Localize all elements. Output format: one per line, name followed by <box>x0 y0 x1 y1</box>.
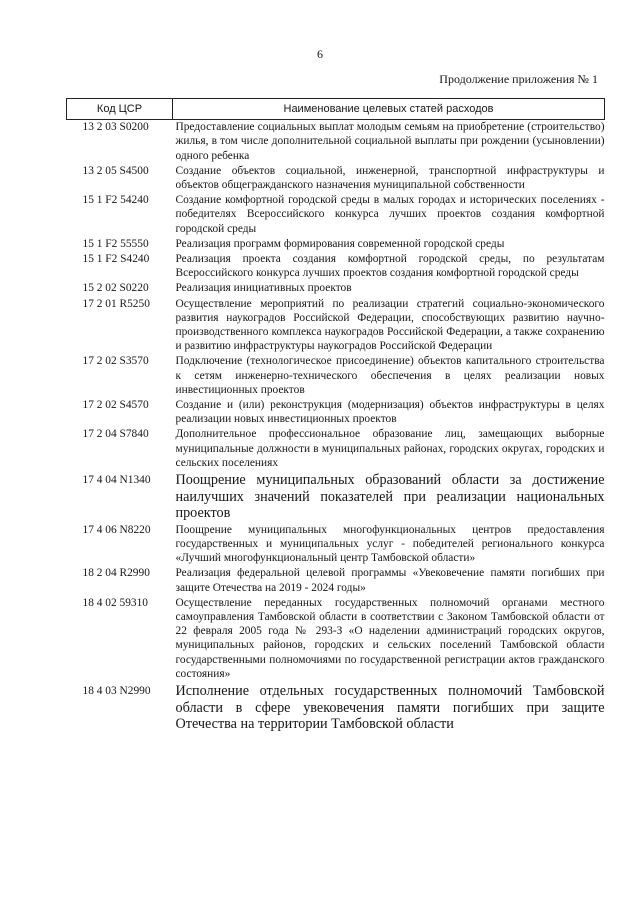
row-code: 17 4 04 N1340 <box>82 474 151 487</box>
page-number: 6 <box>317 47 323 61</box>
row-code: 17 2 02 S3570 <box>82 355 149 368</box>
table-row <box>67 297 605 355</box>
row-name: Создание объектов социальной, инженерной, транспортной инфраструктуры и объектов общегражданского назначения муниципальной собственности <box>175 164 605 192</box>
row-code: 17 2 01 R5250 <box>82 297 150 310</box>
row-name: Поощрение муниципальных многофункциональных центров предоставления государственных и муниципальных услуг - победителей регионального конкурса «Лучший многофункциональный центр Тамбовской области» <box>175 523 605 565</box>
table-row <box>67 523 605 567</box>
header-code: Код ЦСР <box>67 99 173 120</box>
table-row <box>67 120 605 164</box>
row-code: 17 4 06 N8220 <box>82 523 151 536</box>
row-code: 18 4 02 59310 <box>82 596 148 609</box>
table-row <box>67 398 605 427</box>
row-code: 13 2 05 S4500 <box>82 164 149 177</box>
row-code: 15 1 F2 54240 <box>82 194 149 207</box>
row-name: Осуществление переданных государственных полномочий органами местного самоуправления Тамбовской области в соответствии с Законом Тамбовской области от 22 февраля 2005 года № 293-З «О наделении администраций городских округов, муниципальных районов, городских и сельских поселений Тамбовской области государственными полномочиями по государственной регистрации актов гражданского состояния» <box>175 596 605 680</box>
expense-codes-table <box>66 98 605 734</box>
table-row <box>67 281 605 296</box>
table-body <box>67 120 605 734</box>
row-code: 15 2 02 S0220 <box>82 282 149 295</box>
row-name: Предоставление социальных выплат молодым семьям на приобретение (строительство) жилья, в том числе дополнительной социальной выплаты при рождении (усыновлении) одного ребенка <box>175 121 605 162</box>
table-row <box>67 252 605 281</box>
row-code: 17 2 04 S7840 <box>82 428 149 441</box>
row-code: 17 2 02 S4570 <box>82 399 149 412</box>
row-name: Осуществление мероприятий по реализации стратегий социально-экономического развития наукоградов Российской Федерации, способствующих развитию научно-производственного комплекса наукоградов Российской Федерации, а также сохранению и развитию инфраструктуры наукоградов Российской Федерации <box>175 297 605 353</box>
row-code: 18 4 03 N2990 <box>82 685 151 698</box>
header-name: Наименование целевых статей расходов <box>173 99 605 120</box>
table-row <box>67 596 605 682</box>
row-code: 18 2 04 R2990 <box>82 567 150 580</box>
row-name: Реализация федеральной целевой программы «Увековечение памяти погибших при защите Отечества на 2019 - 2024 годы» <box>175 567 605 594</box>
table-row <box>67 193 605 237</box>
row-name: Исполнение отдельных государственных полномочий Тамбовской области в сфере увековечения памяти погибших при защите Отечества на территории Тамбовской области <box>175 683 605 733</box>
table-row <box>67 427 605 471</box>
row-name: Реализация проекта создания комфортной городской среды, по результатам Всероссийского конкурса лучших проектов создания комфортной городской среды <box>175 253 605 280</box>
row-name: Поощрение муниципальных образований области за достижение наилучших значений показателей при реализации национальных проектов <box>175 472 605 522</box>
row-name: Реализация инициативных проектов <box>175 282 352 295</box>
row-code: 13 2 03 S0200 <box>82 121 149 134</box>
row-name: Дополнительное профессиональное образование лиц, замещающих выборные муниципальные должности в муниципальных районах, городских округах, городских и сельских поселениях <box>175 428 605 469</box>
row-name: Создание комфортной городской среды в малых городах и исторических поселениях - победителях Всероссийского конкурса лучших проектов создания комфортной городской среды <box>175 194 605 235</box>
table-row <box>67 237 605 252</box>
table-row <box>67 354 605 398</box>
table-row <box>67 682 605 734</box>
table-row <box>67 164 605 193</box>
table-row <box>67 566 605 595</box>
row-name: Создание и (или) реконструкция (модернизация) объектов инфраструктуры в целях реализации новых инвестиционных проектов <box>175 399 605 426</box>
table-row <box>67 471 605 523</box>
row-code: 15 1 F2 S4240 <box>82 253 150 266</box>
appendix-continuation-note: Продолжение приложения № 1 <box>439 72 598 86</box>
row-code: 15 1 F2 55550 <box>82 237 149 250</box>
row-name: Подключение (технологическое присоединение) объектов капитального строительства к сетям инженерно-технического обеспечения в целях реализации новых инвестиционных проектов <box>175 355 605 396</box>
row-name: Реализация программ формирования современной городской среды <box>175 237 505 250</box>
table-header-row <box>67 99 605 120</box>
